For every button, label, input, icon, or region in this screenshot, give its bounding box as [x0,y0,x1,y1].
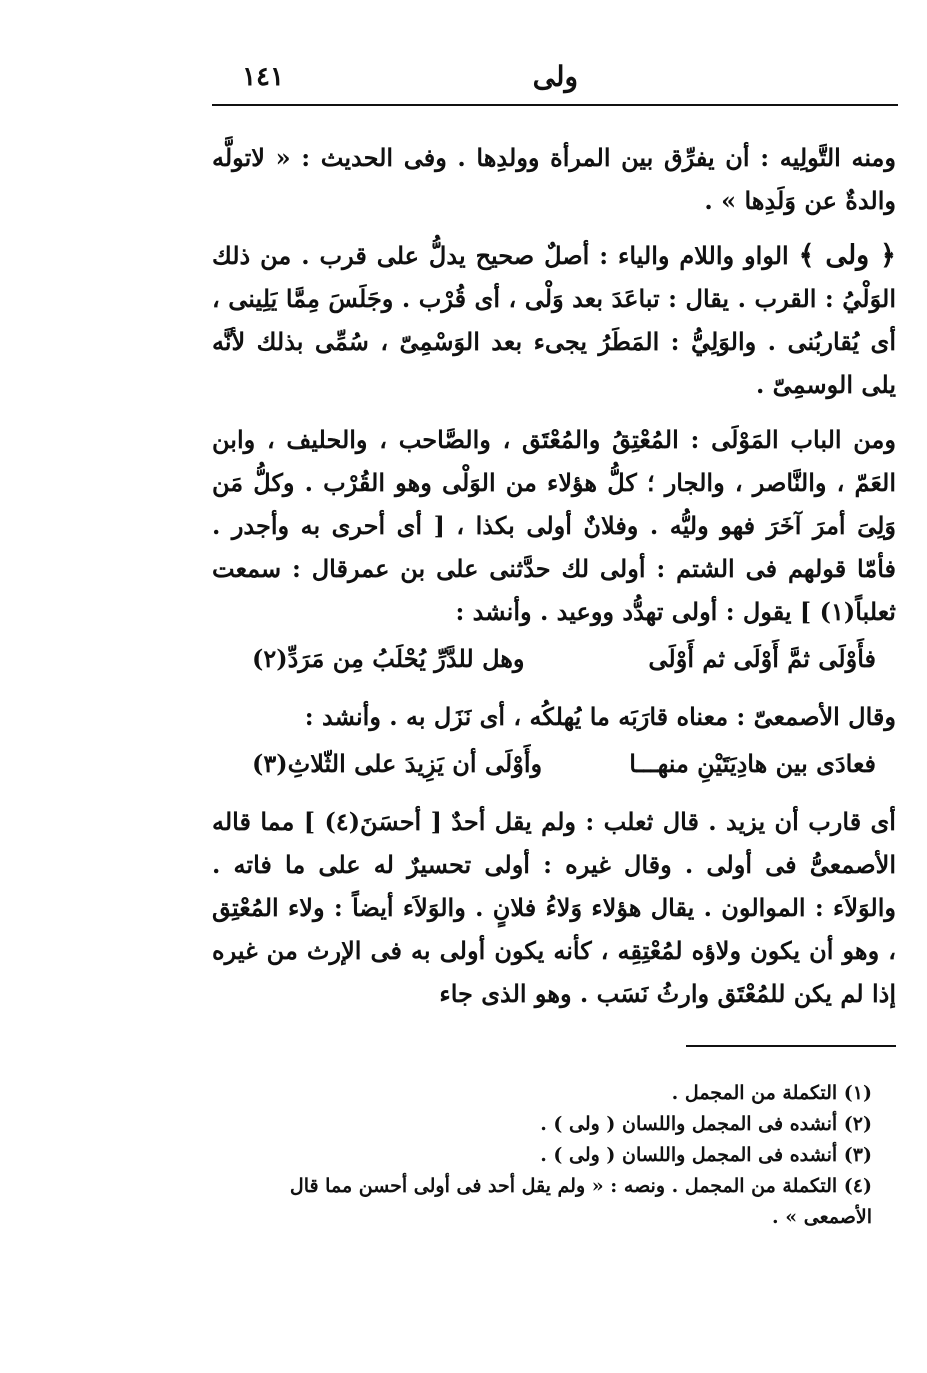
verse-1-second-hemistich: وهل للدَّرِّ يُحْلَبُ مِن مَرَدِّ(٢) [252,644,525,673]
footnote-1: (١) التكملة من المجمل . [671,1082,872,1104]
verse-2-first-hemistich: فعادَى بين هادِيَتَيْنِ منهـــا [629,749,876,778]
verse-2-second-hemistich: وأَوْلَى أن يَزِيدَ على الثّلاثِ(٣) [252,749,543,778]
verse-2 [252,744,876,784]
page-number: ١٤١ [242,62,284,92]
paragraph-mawla: ومن الباب المَوْلَى : المُعْتِقُ والمُعْتَق ، والصَّاحب ، والحليف ، وابن العَمّ ، والنَّاصر ، والجار ؛ كلُّ هؤلاء من الوَلْى وهو القُرْب . وكلُّ مَن وَلِىَ أمرَ آخَرَ فهو وليُّه . وفلانٌ أولى بكذا ، [ أى أحرى به وأجدر . فأمّا قولهم فى الشتم : أولى لك حدَّثنى على بن عمرقال : سمعت ثعلباً(١) ] يقول : أولى تهدُّد ووعيد . وأنشد : [212,425,896,626]
footnote-3: (٣) أنشده فى المجمل واللسان ( ولى ) . [540,1144,872,1166]
running-header [214,58,894,98]
footnote-4: (٤) التكملة من المجمل . ونصه : « ولم يقل أحد فى أولى أحسن مما قال الأصمعى » . [289,1175,872,1228]
verse-1-first-hemistich: فأَوْلَى ثمَّ أَوْلَى ثم أَوْلَى [648,644,876,673]
footnotes [240,1078,872,1233]
paragraph-tawliyah: ومنه التَّولِيه : أن يفرِّق بين المرأة وولدِها . وفى الحديث : « لاتولَّه والدةٌ عن وَلَدِها » . [212,143,897,215]
main-text [212,136,896,1027]
entry-headword: ﴿ ولى ﴾ [798,240,896,271]
paragraph-wala: أى قارب أن يزيد . قال ثعلب : ولم يقل أحدٌ [ أحسَنَ(٤) ] مما قاله الأصمعىُّ فى أولى . وقال غيره : أولى تحسيرٌ له على ما فاته . والوَلاَء : الموالون . يقال هؤلاء وَلاءُ فلانٍ . والوَلاَء أيضاً : ولاء المُعْتِق ، وهو أن يكون ولاؤه لمُعْتِقِه ، كأنه يكون أولى به فى الإرث من غيره إذا لم يكن للمُعْتَق وارثُ نَسَب . وهو الذى جاء [212,807,896,1008]
footnote-2: (٢) أنشده فى المجمل واللسان ( ولى ) . [540,1113,872,1135]
paragraph-entry-wly [212,234,896,406]
header-rule [212,104,898,106]
paragraph-asmai: وقال الأصمعىّ : معناه قارَبَه ما يُهلكُه ، أى نَزَل به . وأنشد : [304,702,896,731]
entry-text: الواو واللام والياء : أصلٌ صحيح يدلُّ على قرب . من ذلك الوَلْيُ : القرب . يقال : تباعَدَ بعد وَلْى ، أى قُرْب . وجَلَسَ مِمَّا يَلِينى ، أى يُقاربُنى . والوَلِيُّ : المَطَرُ يجىء بعد الوَسْمِىّ ، سُمِّى بذلك لأنَّه يلى الوسمِىّ . [212,241,896,399]
verse-1 [252,639,876,679]
footnote-rule [686,1045,896,1047]
running-title: ولى [532,60,578,93]
